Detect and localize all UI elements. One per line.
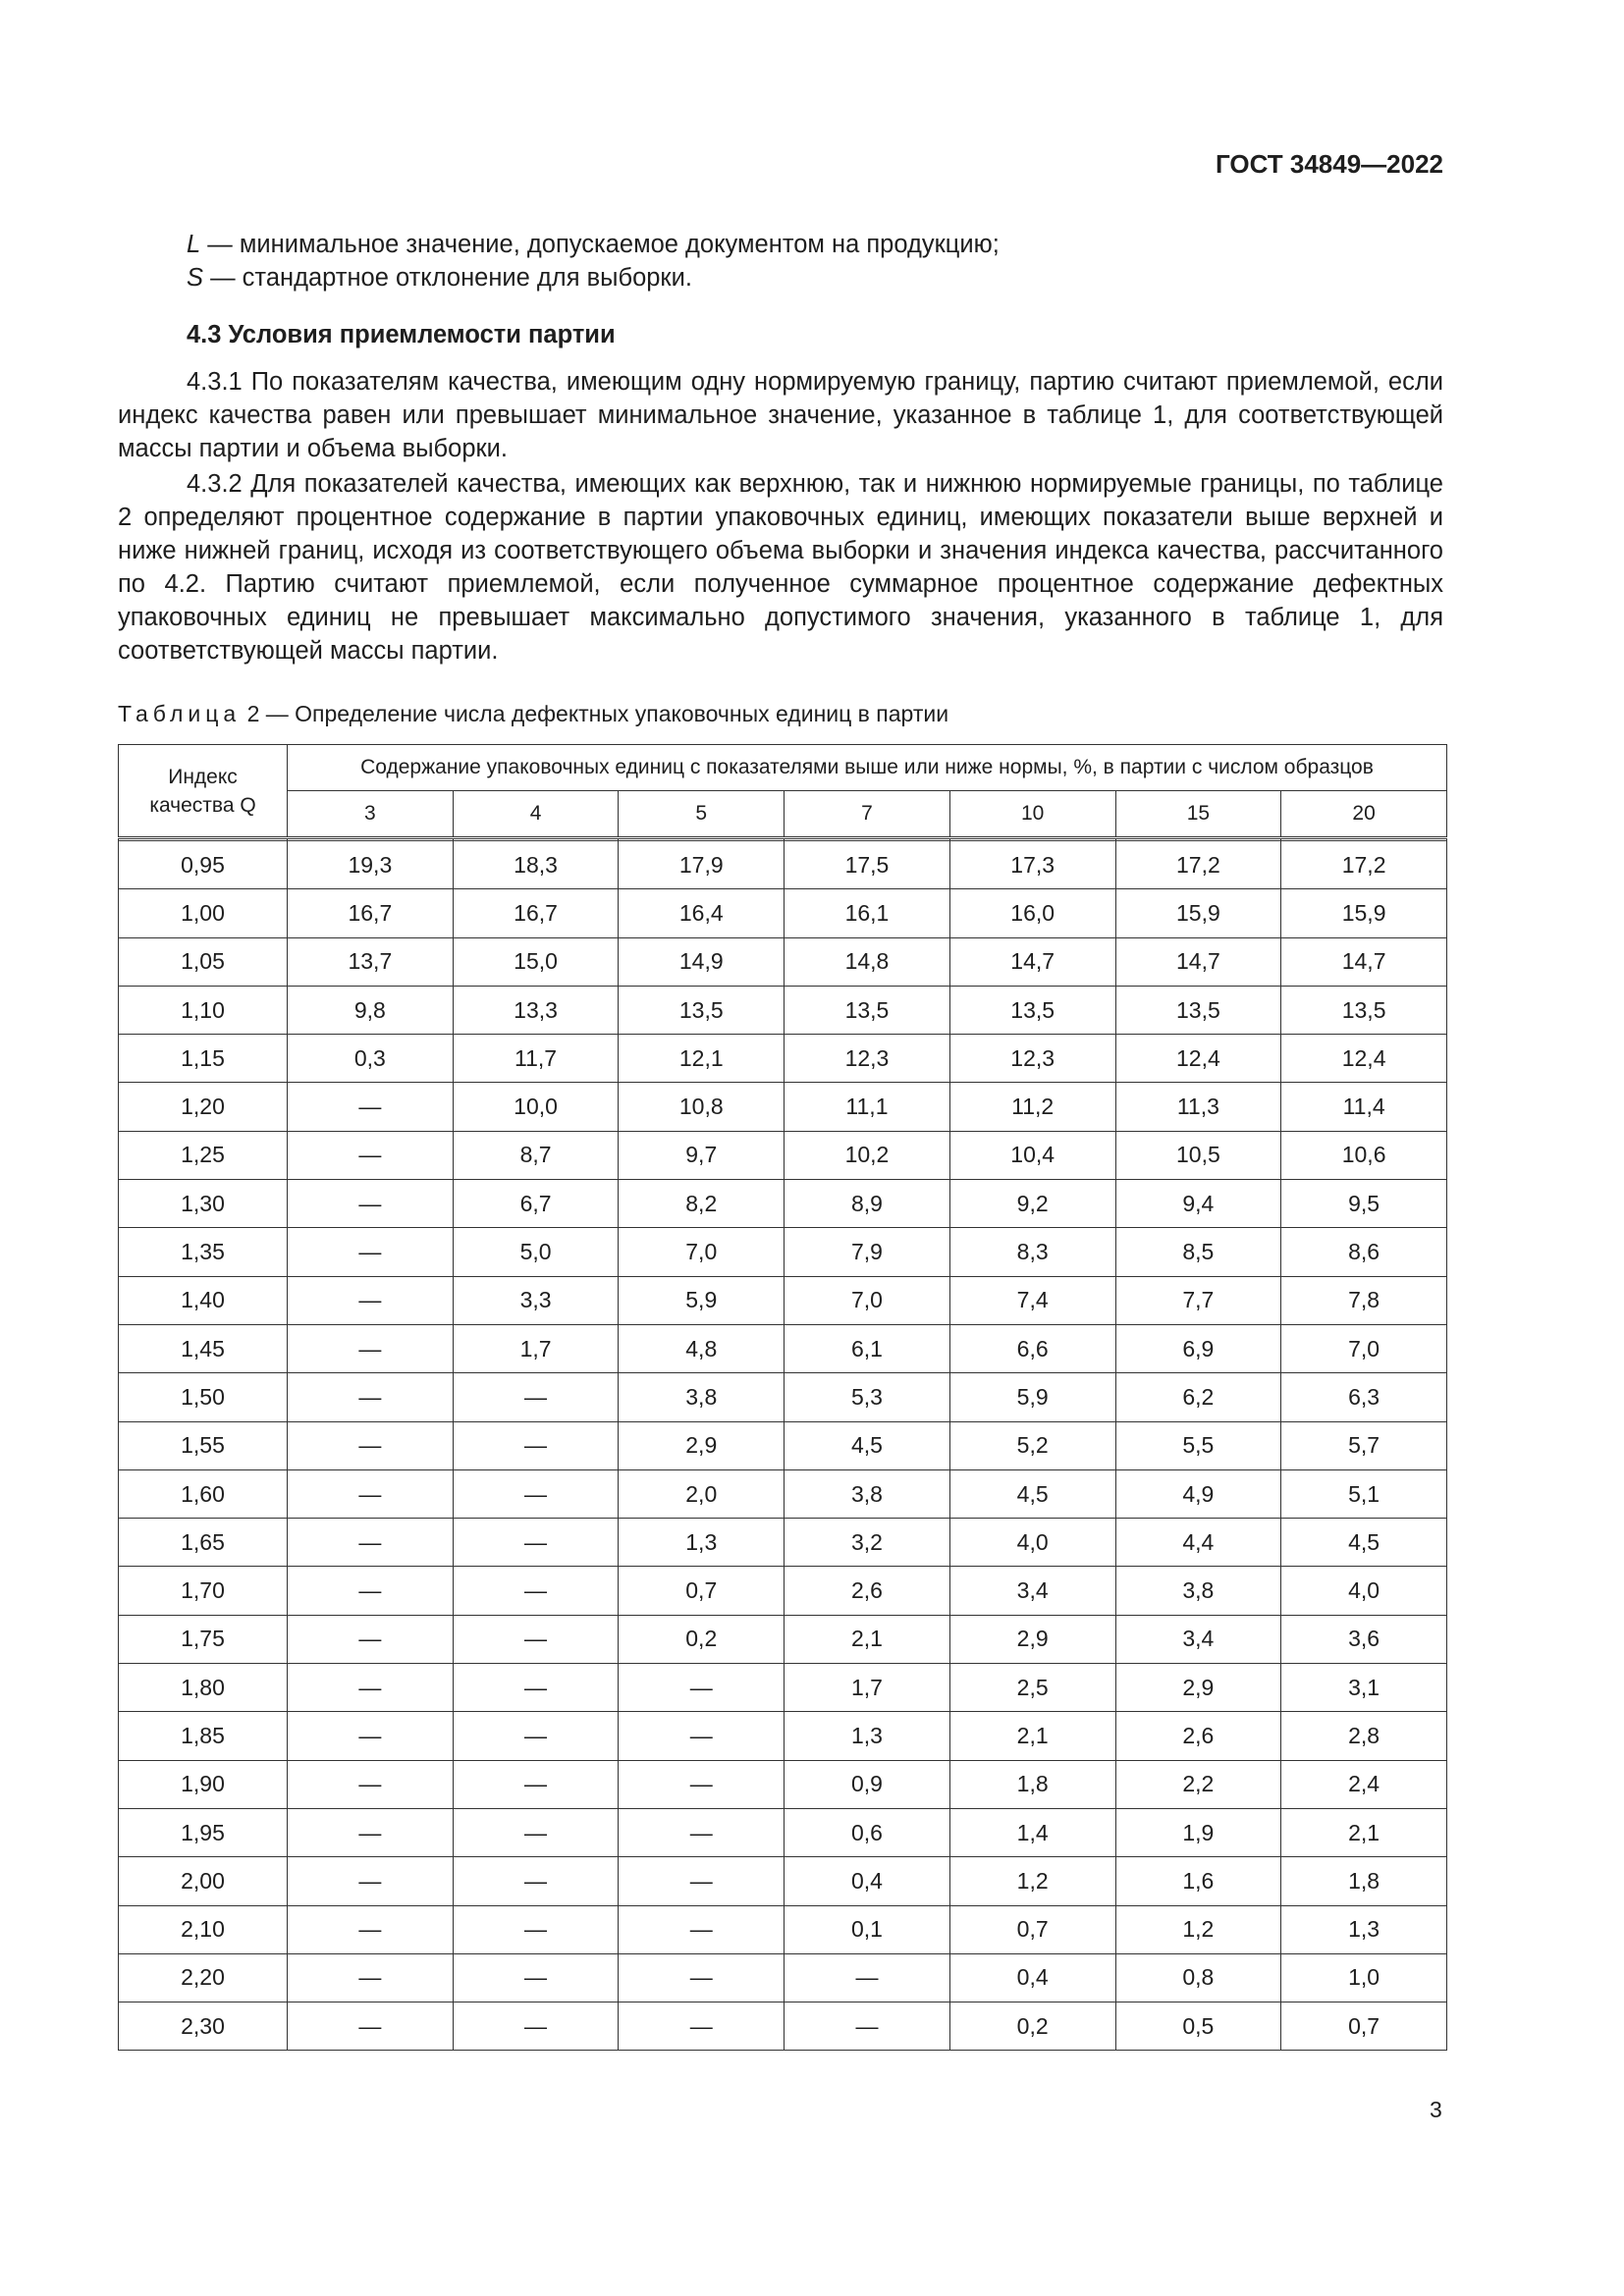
percent-cell: —: [619, 2002, 785, 2051]
quality-index-cell: 1,35: [119, 1228, 288, 1276]
percent-cell: 15,9: [1281, 889, 1447, 937]
table-row: [119, 1083, 1447, 1131]
table-row: [119, 937, 1447, 986]
percent-cell: —: [288, 1857, 454, 1905]
quality-index-cell: 1,45: [119, 1324, 288, 1372]
percent-cell: 7,9: [785, 1228, 950, 1276]
percent-cell: 1,3: [1281, 1905, 1447, 1953]
document-code: ГОСТ 34849—2022: [1216, 149, 1443, 179]
percent-cell: 14,7: [949, 937, 1115, 986]
header-index-line1: Индекс: [168, 765, 238, 788]
percent-cell: —: [619, 1808, 785, 1856]
percent-cell: 13,5: [1115, 986, 1281, 1034]
table-row: [119, 1276, 1447, 1324]
percent-cell: 1,2: [949, 1857, 1115, 1905]
percent-cell: 3,8: [1115, 1567, 1281, 1615]
percent-cell: 8,3: [949, 1228, 1115, 1276]
percent-cell: 16,0: [949, 889, 1115, 937]
percent-cell: 7,8: [1281, 1276, 1447, 1324]
percent-cell: 3,8: [785, 1469, 950, 1518]
percent-cell: 16,4: [619, 889, 785, 937]
percent-cell: —: [453, 1712, 619, 1760]
percent-cell: —: [288, 1083, 454, 1131]
definition-symbol: L: [187, 231, 201, 258]
percent-cell: 6,1: [785, 1324, 950, 1372]
percent-cell: 15,9: [1115, 889, 1281, 937]
percent-cell: 8,2: [619, 1180, 785, 1228]
percent-cell: 4,5: [1281, 1519, 1447, 1567]
percent-cell: 2,9: [619, 1421, 785, 1469]
percent-cell: 0,5: [1115, 2002, 1281, 2051]
percent-cell: 2,1: [949, 1712, 1115, 1760]
table-row: [119, 1180, 1447, 1228]
defect-table: [118, 744, 1447, 2051]
table-caption-text: 2 — Определение числа дефектных упаковочных единиц в партии: [241, 701, 949, 726]
percent-cell: 3,4: [1115, 1615, 1281, 1663]
quality-index-cell: 2,10: [119, 1905, 288, 1953]
table-row: [119, 1519, 1447, 1567]
percent-cell: 11,2: [949, 1083, 1115, 1131]
percent-cell: 10,4: [949, 1131, 1115, 1179]
percent-cell: 0,7: [1281, 2002, 1447, 2051]
percent-cell: 0,7: [949, 1905, 1115, 1953]
table-row: [119, 1469, 1447, 1518]
percent-cell: 3,1: [1281, 1664, 1447, 1712]
percent-cell: —: [288, 1567, 454, 1615]
percent-cell: —: [453, 1567, 619, 1615]
percent-cell: —: [288, 1324, 454, 1372]
percent-cell: 4,4: [1115, 1519, 1281, 1567]
header-sample-count: 20: [1281, 791, 1447, 838]
percent-cell: —: [619, 1953, 785, 2002]
table-row: [119, 1712, 1447, 1760]
table-row: [119, 1857, 1447, 1905]
percent-cell: 4,0: [1281, 1567, 1447, 1615]
percent-cell: —: [288, 1131, 454, 1179]
percent-cell: 11,1: [785, 1083, 950, 1131]
quality-index-cell: 1,60: [119, 1469, 288, 1518]
percent-cell: 0,2: [619, 1615, 785, 1663]
percent-cell: —: [288, 1519, 454, 1567]
percent-cell: —: [288, 1180, 454, 1228]
percent-cell: 9,5: [1281, 1180, 1447, 1228]
percent-cell: 1,0: [1281, 1953, 1447, 2002]
percent-cell: 4,8: [619, 1324, 785, 1372]
percent-cell: —: [288, 1421, 454, 1469]
percent-cell: 7,0: [785, 1276, 950, 1324]
percent-cell: 5,9: [619, 1276, 785, 1324]
percent-cell: —: [619, 1905, 785, 1953]
paragraph-4-3-2: 4.3.2 Для показателей качества, имеющих как верхнюю, так и нижнюю нормируемые границы, по таблице 2 определяют процентное содержание в партии упаковочных единиц, имеющих показатели выше верхней и ниже нижней границ, исходя из соответствующего объема выборки и значения индекса качества, рассчитанного по 4.2. Партию считают приемлемой, если полученное суммарное процентное содержание дефектных упаковочных единиц не превышает максимально допустимого значения, указанного в таблице 1, для соответствующей массы партии.: [118, 470, 1443, 665]
table-row: [119, 1035, 1447, 1083]
percent-cell: 16,1: [785, 889, 950, 937]
percent-cell: 0,9: [785, 1760, 950, 1808]
table-row: [119, 986, 1447, 1034]
percent-cell: 8,5: [1115, 1228, 1281, 1276]
definition-text: — минимальное значение, допускаемое документом на продукцию;: [200, 231, 1000, 258]
percent-cell: 2,1: [785, 1615, 950, 1663]
percent-cell: —: [619, 1664, 785, 1712]
percent-cell: —: [453, 1519, 619, 1567]
percent-cell: 2,4: [1281, 1760, 1447, 1808]
percent-cell: —: [288, 1276, 454, 1324]
percent-cell: 9,2: [949, 1180, 1115, 1228]
percent-cell: —: [288, 1373, 454, 1421]
header-sample-count: 15: [1115, 791, 1281, 838]
percent-cell: —: [453, 1953, 619, 2002]
quality-index-cell: 1,85: [119, 1712, 288, 1760]
percent-cell: 6,2: [1115, 1373, 1281, 1421]
percent-cell: 3,2: [785, 1519, 950, 1567]
percent-cell: —: [288, 1228, 454, 1276]
percent-cell: 2,6: [785, 1567, 950, 1615]
percent-cell: 0,4: [785, 1857, 950, 1905]
percent-cell: 0,6: [785, 1808, 950, 1856]
table-row: [119, 1421, 1447, 1469]
percent-cell: 0,2: [949, 2002, 1115, 2051]
quality-index-cell: 1,00: [119, 889, 288, 937]
percent-cell: —: [453, 1664, 619, 1712]
percent-cell: 15,0: [453, 937, 619, 986]
section-heading: 4.3 Условия приемлемости партии: [187, 321, 616, 348]
percent-cell: 10,8: [619, 1083, 785, 1131]
table-caption: [118, 701, 948, 727]
percent-cell: 7,7: [1115, 1276, 1281, 1324]
percent-cell: 6,7: [453, 1180, 619, 1228]
table-row: [119, 1808, 1447, 1856]
percent-cell: 14,9: [619, 937, 785, 986]
percent-cell: —: [453, 1808, 619, 1856]
header-sample-count: 5: [619, 791, 785, 838]
percent-cell: 0,8: [1115, 1953, 1281, 2002]
percent-cell: 6,6: [949, 1324, 1115, 1372]
percent-cell: 10,2: [785, 1131, 950, 1179]
quality-index-cell: 0,95: [119, 841, 288, 889]
table-row: [119, 841, 1447, 889]
header-sample-count: 4: [453, 791, 619, 838]
table-row: [119, 1905, 1447, 1953]
definition-line: [187, 228, 1443, 261]
percent-cell: —: [453, 1615, 619, 1663]
percent-cell: 2,1: [1281, 1808, 1447, 1856]
definition-text: — стандартное отклонение для выборки.: [203, 264, 692, 292]
table-row: [119, 1373, 1447, 1421]
percent-cell: 16,7: [288, 889, 454, 937]
percent-cell: —: [288, 1469, 454, 1518]
header-sample-count: 7: [785, 791, 950, 838]
percent-cell: 9,7: [619, 1131, 785, 1179]
percent-cell: 12,3: [949, 1035, 1115, 1083]
quality-index-cell: 2,30: [119, 2002, 288, 2051]
percent-cell: 2,2: [1115, 1760, 1281, 1808]
definition-symbol: S: [187, 264, 204, 292]
percent-cell: 8,9: [785, 1180, 950, 1228]
quality-index-cell: 1,50: [119, 1373, 288, 1421]
percent-cell: 8,7: [453, 1131, 619, 1179]
percent-cell: —: [619, 1760, 785, 1808]
table-row: [119, 1324, 1447, 1372]
table-row: [119, 889, 1447, 937]
percent-cell: 2,6: [1115, 1712, 1281, 1760]
quality-index-cell: 1,70: [119, 1567, 288, 1615]
percent-cell: 1,7: [785, 1664, 950, 1712]
percent-cell: —: [288, 1712, 454, 1760]
percent-cell: 0,1: [785, 1905, 950, 1953]
percent-cell: 17,5: [785, 841, 950, 889]
percent-cell: 1,3: [785, 1712, 950, 1760]
quality-index-cell: 1,10: [119, 986, 288, 1034]
percent-cell: 17,9: [619, 841, 785, 889]
table-row: [119, 1228, 1447, 1276]
percent-cell: 1,8: [1281, 1857, 1447, 1905]
percent-cell: 14,7: [1281, 937, 1447, 986]
percent-cell: 0,7: [619, 1567, 785, 1615]
percent-cell: —: [288, 2002, 454, 2051]
percent-cell: 4,9: [1115, 1469, 1281, 1518]
percent-cell: 2,9: [949, 1615, 1115, 1663]
percent-cell: 8,6: [1281, 1228, 1447, 1276]
percent-cell: —: [453, 2002, 619, 2051]
table-row: [119, 1567, 1447, 1615]
percent-cell: 7,4: [949, 1276, 1115, 1324]
percent-cell: 9,4: [1115, 1180, 1281, 1228]
quality-index-cell: 1,75: [119, 1615, 288, 1663]
percent-cell: 2,5: [949, 1664, 1115, 1712]
table-body: [119, 838, 1447, 2051]
percent-cell: —: [288, 1953, 454, 2002]
percent-cell: 1,8: [949, 1760, 1115, 1808]
quality-index-cell: 1,90: [119, 1760, 288, 1808]
percent-cell: —: [453, 1469, 619, 1518]
percent-cell: —: [619, 1857, 785, 1905]
percent-cell: 16,7: [453, 889, 619, 937]
percent-cell: 3,6: [1281, 1615, 1447, 1663]
percent-cell: 5,0: [453, 1228, 619, 1276]
percent-cell: 4,0: [949, 1519, 1115, 1567]
percent-cell: 11,3: [1115, 1083, 1281, 1131]
percent-cell: 12,4: [1115, 1035, 1281, 1083]
percent-cell: 3,8: [619, 1373, 785, 1421]
quality-index-cell: 1,15: [119, 1035, 288, 1083]
percent-cell: 1,7: [453, 1324, 619, 1372]
percent-cell: 5,1: [1281, 1469, 1447, 1518]
quality-index-cell: 1,55: [119, 1421, 288, 1469]
percent-cell: —: [453, 1421, 619, 1469]
paragraph-4-3-1: 4.3.1 По показателям качества, имеющим одну нормируемую границу, партию считают приемлемой, если индекс качества равен или превышает минимальное значение, указанное в таблице 1, для соответствующей массы партии и объема выборки.: [118, 368, 1443, 462]
percent-cell: 1,4: [949, 1808, 1115, 1856]
percent-cell: 2,0: [619, 1469, 785, 1518]
percent-cell: —: [453, 1373, 619, 1421]
quality-index-cell: 1,80: [119, 1664, 288, 1712]
percent-cell: 19,3: [288, 841, 454, 889]
header-content: Содержание упаковочных единиц с показателями выше или ниже нормы, %, в партии с числом образцов: [288, 745, 1447, 791]
percent-cell: 13,5: [785, 986, 950, 1034]
percent-cell: 3,3: [453, 1276, 619, 1324]
percent-cell: 4,5: [785, 1421, 950, 1469]
percent-cell: —: [288, 1905, 454, 1953]
percent-cell: 18,3: [453, 841, 619, 889]
percent-cell: 10,6: [1281, 1131, 1447, 1179]
percent-cell: —: [619, 1712, 785, 1760]
percent-cell: 14,8: [785, 937, 950, 986]
header-sample-count: 10: [949, 791, 1115, 838]
percent-cell: 3,4: [949, 1567, 1115, 1615]
percent-cell: 7,0: [1281, 1324, 1447, 1372]
percent-cell: 11,7: [453, 1035, 619, 1083]
table-row: [119, 1953, 1447, 2002]
percent-cell: 12,3: [785, 1035, 950, 1083]
percent-cell: 1,2: [1115, 1905, 1281, 1953]
header-index-line2: качества Q: [149, 793, 256, 817]
table-row: [119, 1760, 1447, 1808]
quality-index-cell: 1,20: [119, 1083, 288, 1131]
percent-cell: —: [453, 1905, 619, 1953]
quality-index-cell: 2,20: [119, 1953, 288, 2002]
header-quality-index: [119, 745, 288, 838]
percent-cell: 11,4: [1281, 1083, 1447, 1131]
percent-cell: 17,2: [1281, 841, 1447, 889]
table-caption-word: Таблица: [118, 701, 242, 726]
percent-cell: 13,7: [288, 937, 454, 986]
percent-cell: 6,9: [1115, 1324, 1281, 1372]
quality-index-cell: 1,95: [119, 1808, 288, 1856]
percent-cell: —: [288, 1664, 454, 1712]
percent-cell: 4,5: [949, 1469, 1115, 1518]
percent-cell: 5,7: [1281, 1421, 1447, 1469]
body-text: [118, 228, 1443, 669]
table-row: [119, 1664, 1447, 1712]
percent-cell: 0,3: [288, 1035, 454, 1083]
percent-cell: —: [453, 1857, 619, 1905]
percent-cell: 5,2: [949, 1421, 1115, 1469]
quality-index-cell: 2,00: [119, 1857, 288, 1905]
percent-cell: 13,3: [453, 986, 619, 1034]
percent-cell: 0,4: [949, 1953, 1115, 2002]
percent-cell: 13,5: [949, 986, 1115, 1034]
definition-line: [187, 261, 1443, 294]
percent-cell: 5,5: [1115, 1421, 1281, 1469]
percent-cell: —: [785, 2002, 950, 2051]
percent-cell: 17,2: [1115, 841, 1281, 889]
page-number: 3: [1430, 2097, 1442, 2122]
percent-cell: 6,3: [1281, 1373, 1447, 1421]
percent-cell: 10,0: [453, 1083, 619, 1131]
percent-cell: —: [453, 1760, 619, 1808]
percent-cell: 7,0: [619, 1228, 785, 1276]
percent-cell: 2,8: [1281, 1712, 1447, 1760]
percent-cell: 9,8: [288, 986, 454, 1034]
percent-cell: 13,5: [619, 986, 785, 1034]
percent-cell: —: [288, 1615, 454, 1663]
percent-cell: —: [288, 1808, 454, 1856]
percent-cell: —: [785, 1953, 950, 2002]
percent-cell: —: [288, 1760, 454, 1808]
percent-cell: 12,1: [619, 1035, 785, 1083]
percent-cell: 2,9: [1115, 1664, 1281, 1712]
percent-cell: 13,5: [1281, 986, 1447, 1034]
quality-index-cell: 1,30: [119, 1180, 288, 1228]
percent-cell: 14,7: [1115, 937, 1281, 986]
quality-index-cell: 1,25: [119, 1131, 288, 1179]
header-sample-counts: [119, 791, 1447, 838]
table-row: [119, 1131, 1447, 1179]
percent-cell: 12,4: [1281, 1035, 1447, 1083]
quality-index-cell: 1,40: [119, 1276, 288, 1324]
percent-cell: 5,9: [949, 1373, 1115, 1421]
percent-cell: 1,3: [619, 1519, 785, 1567]
header-sample-count: 3: [288, 791, 454, 838]
quality-index-cell: 1,65: [119, 1519, 288, 1567]
percent-cell: 1,6: [1115, 1857, 1281, 1905]
percent-cell: 10,5: [1115, 1131, 1281, 1179]
table-row: [119, 1615, 1447, 1663]
table-row: [119, 2002, 1447, 2051]
percent-cell: 1,9: [1115, 1808, 1281, 1856]
quality-index-cell: 1,05: [119, 937, 288, 986]
percent-cell: 17,3: [949, 841, 1115, 889]
percent-cell: 5,3: [785, 1373, 950, 1421]
